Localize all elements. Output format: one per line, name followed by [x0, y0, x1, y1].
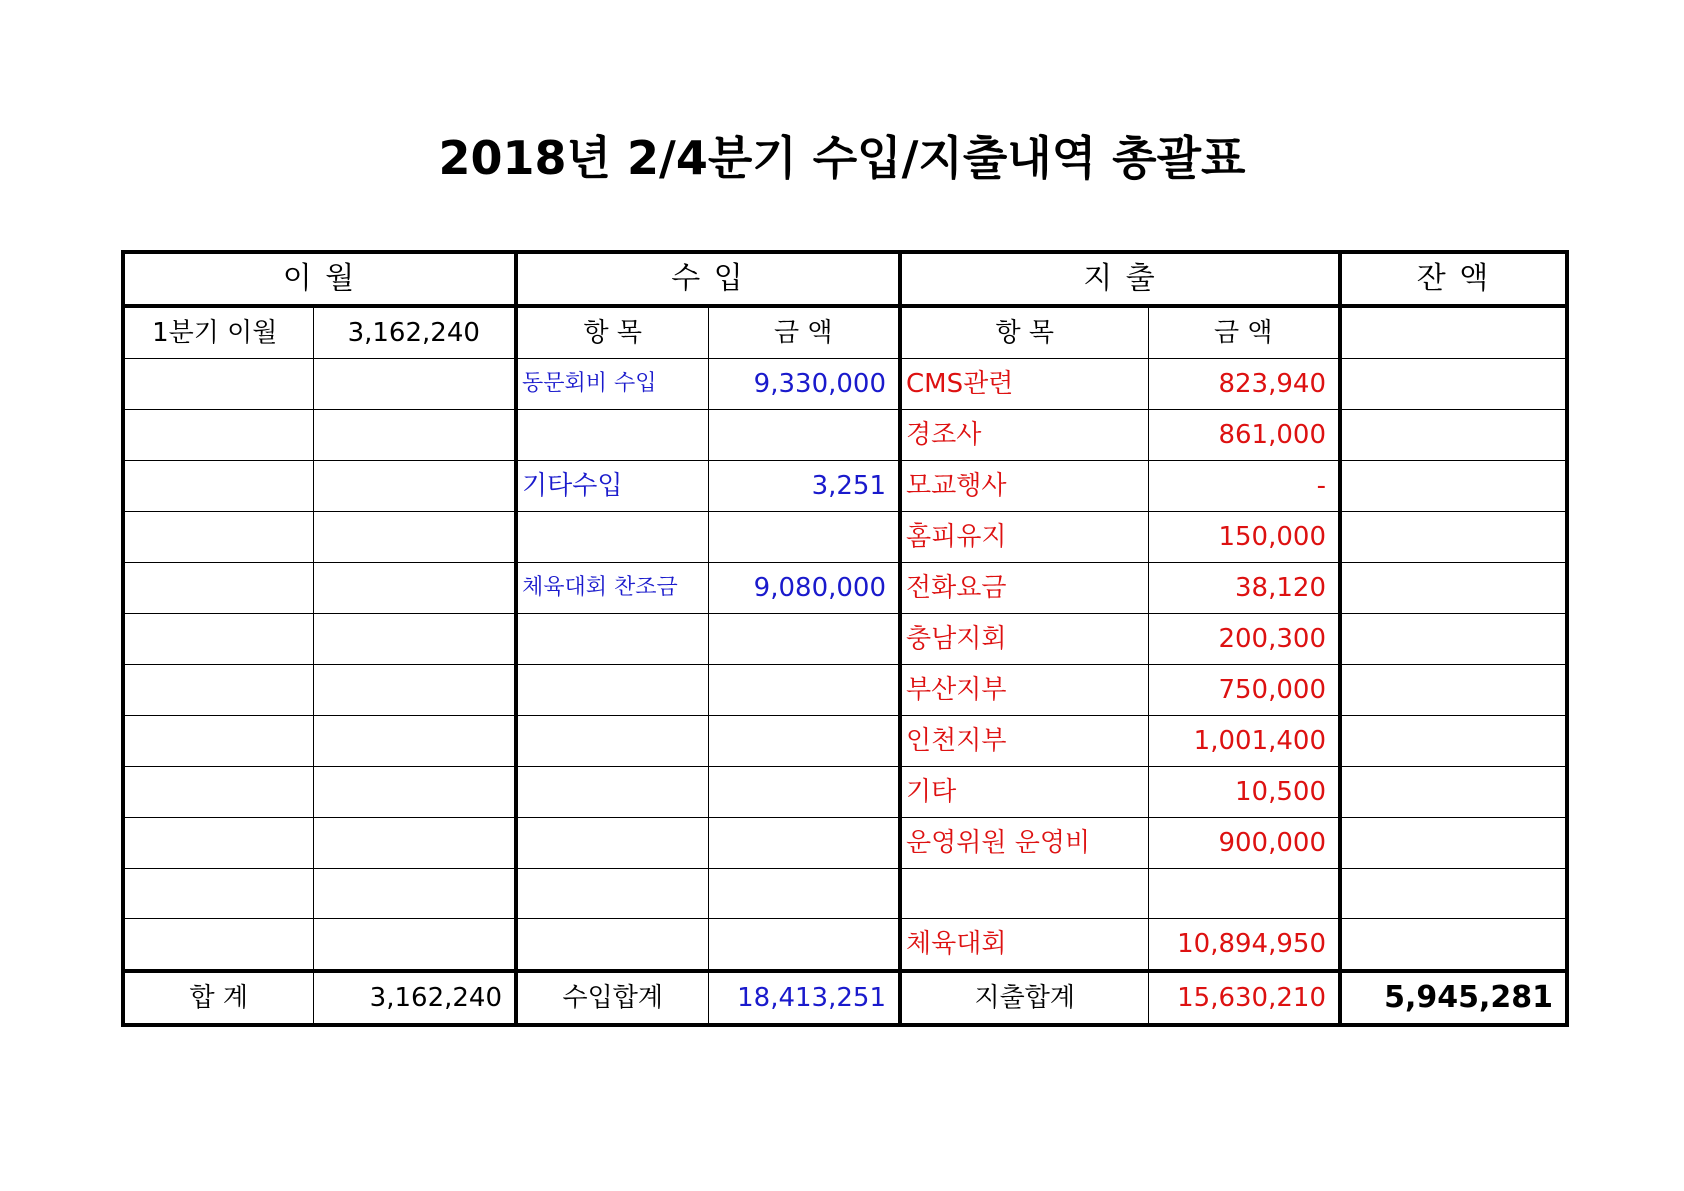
income-item: [516, 410, 708, 461]
expense-amount: 900,000: [1148, 818, 1340, 869]
income-amount: [708, 410, 900, 461]
header-row: [123, 252, 1567, 306]
expense-item: 인천지부: [900, 716, 1148, 767]
income-amount: [708, 614, 900, 665]
balance-cell: [1340, 359, 1567, 410]
balance-cell: [1340, 306, 1567, 359]
carryover-amount: [313, 716, 516, 767]
income-item: [516, 665, 708, 716]
income-item: 체육대회 찬조금: [516, 563, 708, 614]
table-row: [123, 665, 1567, 716]
table-row: [123, 512, 1567, 563]
income-amount: [708, 818, 900, 869]
expense-amount: 38,120: [1148, 563, 1340, 614]
income-item: 기타수입: [516, 461, 708, 512]
balance-cell: [1340, 919, 1567, 972]
income-amount: [708, 716, 900, 767]
header-income: 수 입: [516, 252, 900, 306]
table-row: [123, 919, 1567, 972]
table-row: [123, 410, 1567, 461]
carryover-amount: [313, 665, 516, 716]
income-amount: [708, 869, 900, 919]
expense-amount: 750,000: [1148, 665, 1340, 716]
table-row: [123, 614, 1567, 665]
table-row: [123, 716, 1567, 767]
carryover-amount: [313, 512, 516, 563]
expense-amount: [1148, 869, 1340, 919]
carryover-label: [123, 614, 313, 665]
carryover-label: [123, 716, 313, 767]
table-row: [123, 869, 1567, 919]
expense-item: 충남지회: [900, 614, 1148, 665]
balance-cell: [1340, 716, 1567, 767]
total-expense-amount: 15,630,210: [1148, 971, 1340, 1025]
income-item-header: 항 목: [516, 306, 708, 359]
page-title: 2018년 2/4분기 수입/지출내역 총괄표: [438, 131, 1246, 185]
expense-item: 전화요금: [900, 563, 1148, 614]
summary-table: [121, 250, 1569, 1027]
income-item: [516, 919, 708, 972]
balance-cell: [1340, 563, 1567, 614]
income-item: [516, 767, 708, 818]
table-row: [123, 461, 1567, 512]
expense-item: 모교행사: [900, 461, 1148, 512]
balance-cell: [1340, 869, 1567, 919]
expense-amount: 200,300: [1148, 614, 1340, 665]
income-item: [516, 818, 708, 869]
expense-item: 경조사: [900, 410, 1148, 461]
balance-cell: [1340, 461, 1567, 512]
carryover-label: [123, 461, 313, 512]
income-amount: [708, 512, 900, 563]
carryover-amount: [313, 410, 516, 461]
expense-item: [900, 869, 1148, 919]
income-item: 동문회비 수입: [516, 359, 708, 410]
carryover-label: [123, 410, 313, 461]
totals-row: [123, 971, 1567, 1025]
total-income-amount: 18,413,251: [708, 971, 900, 1025]
income-item: [516, 869, 708, 919]
expense-amount: 10,500: [1148, 767, 1340, 818]
balance-cell: [1340, 818, 1567, 869]
expense-item: CMS관련: [900, 359, 1148, 410]
expense-item: 홈피유지: [900, 512, 1148, 563]
carryover-amount: [313, 614, 516, 665]
carryover-amount: 3,162,240: [313, 306, 516, 359]
balance-amount: 5,945,281: [1340, 971, 1567, 1025]
expense-amount-header: 금 액: [1148, 306, 1340, 359]
balance-cell: [1340, 512, 1567, 563]
total-income-label: 수입합계: [516, 971, 708, 1025]
carryover-label: [123, 767, 313, 818]
carryover-amount: [313, 919, 516, 972]
header-expense: 지 출: [900, 252, 1340, 306]
table-row: [123, 563, 1567, 614]
carryover-amount: [313, 563, 516, 614]
expense-amount: 10,894,950: [1148, 919, 1340, 972]
expense-item-header: 항 목: [900, 306, 1148, 359]
total-carryover-label: 합 계: [123, 971, 313, 1025]
header-balance: 잔 액: [1340, 252, 1567, 306]
carryover-amount: [313, 818, 516, 869]
balance-cell: [1340, 614, 1567, 665]
expense-item: 운영위원 운영비: [900, 818, 1148, 869]
income-amount: [708, 767, 900, 818]
balance-cell: [1340, 665, 1567, 716]
balance-cell: [1340, 767, 1567, 818]
expense-amount: 1,001,400: [1148, 716, 1340, 767]
expense-item: 기타: [900, 767, 1148, 818]
income-amount: [708, 665, 900, 716]
table-row: [123, 359, 1567, 410]
table-row: [123, 818, 1567, 869]
carryover-label: [123, 919, 313, 972]
carryover-label: [123, 818, 313, 869]
expense-item: 체육대회: [900, 919, 1148, 972]
expense-amount: -: [1148, 461, 1340, 512]
carryover-label: [123, 359, 313, 410]
income-amount: 9,330,000: [708, 359, 900, 410]
table-row: [123, 767, 1567, 818]
carryover-amount: [313, 767, 516, 818]
carryover-label: [123, 512, 313, 563]
total-expense-label: 지출합계: [900, 971, 1148, 1025]
carryover-amount: [313, 869, 516, 919]
income-amount: 9,080,000: [708, 563, 900, 614]
expense-amount: 823,940: [1148, 359, 1340, 410]
income-amount: 3,251: [708, 461, 900, 512]
table-body: [123, 252, 1567, 1025]
header-carryover: 이 월: [123, 252, 516, 306]
income-amount: [708, 919, 900, 972]
income-item: [516, 614, 708, 665]
expense-amount: 861,000: [1148, 410, 1340, 461]
balance-cell: [1340, 410, 1567, 461]
income-item: [516, 512, 708, 563]
income-amount-header: 금 액: [708, 306, 900, 359]
expense-amount: 150,000: [1148, 512, 1340, 563]
carryover-label: [123, 665, 313, 716]
total-carryover-amount: 3,162,240: [313, 971, 516, 1025]
carryover-amount: [313, 359, 516, 410]
carryover-label: 1분기 이월: [123, 306, 313, 359]
expense-item: 부산지부: [900, 665, 1148, 716]
carryover-label: [123, 869, 313, 919]
carryover-amount: [313, 461, 516, 512]
income-item: [516, 716, 708, 767]
table-row: [123, 306, 1567, 359]
carryover-label: [123, 563, 313, 614]
